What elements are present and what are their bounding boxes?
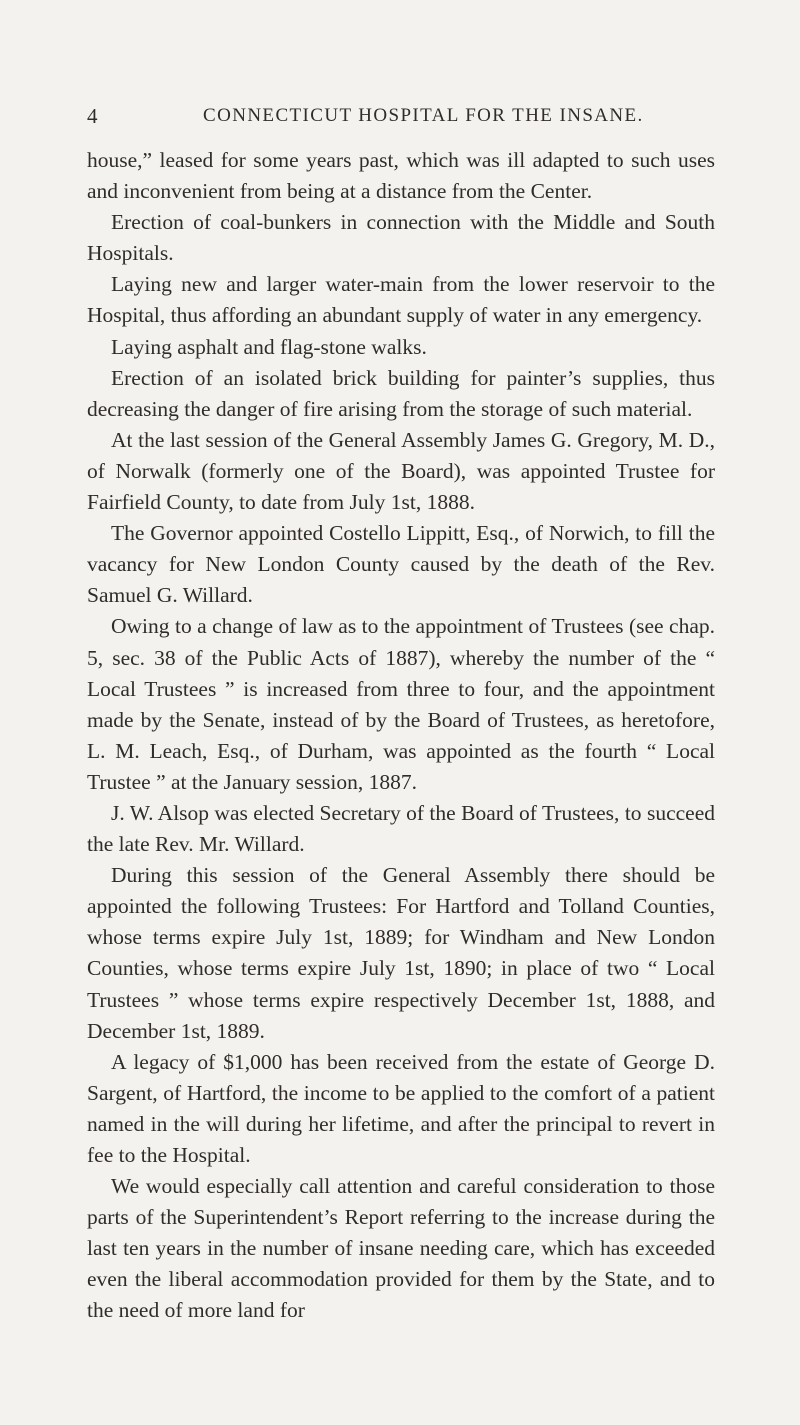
paragraph-legacy: A legacy of $1,000 has been received from the estate of George D. Sargent, of Hartford, the income to be applied to the comfort of a patient named in the will during her lifetime, and after the principal to revert in fee to the Hospital. (87, 1049, 715, 1167)
paragraph-walks: Laying asphalt and flag-stone walks. (111, 334, 427, 359)
paragraph-attention: We would especially call attention and careful consideration to those parts of the Superintendent’s Report referring to the increase during the last ten years in the number of insane needing care, which has exceeded even the liberal accommodation provided for them by the State, and to the need of more land for (87, 1174, 715, 1323)
body-text (87, 145, 715, 1327)
paragraph-gregory-appointment: At the last session of the General Assembly James G. Gregory, M. D., of Norwalk (formerly one of the Board), was appointed Trustee for Fairfield County, to date from July 1st, 1888. (87, 427, 715, 515)
paragraph-alsop-secretary: J. W. Alsop was elected Secretary of the Board of Trustees, to succeed the late Rev. Mr. Willard. (87, 800, 715, 857)
paragraph-coal-bunkers: Erection of coal-bunkers in connection with the Middle and South Hospitals. (87, 210, 715, 266)
paragraph-lippitt-appointment: The Governor appointed Costello Lippitt, Esq., of Norwich, to fill the vacancy for New London County caused by the death of the Rev. Samuel G. Willard. (87, 521, 715, 608)
page-number: 4 (87, 104, 98, 128)
paragraph-water-main: Laying new and larger water-main from the lower reservoir to the Hospital, thus affording an abundant supply of water in any emergency. (87, 272, 715, 328)
paragraph-painter-building: Erection of an isolated brick building for painter’s supplies, thus decreasing the danger of fire arising from the storage of such material. (87, 365, 715, 421)
running-head (87, 101, 643, 131)
running-title: CONNECTICUT HOSPITAL FOR THE INSANE. (203, 105, 644, 126)
paragraph-law-change: Owing to a change of law as to the appointment of Trustees (see chap. 5, sec. 38 of the Public Acts of 1887), whereby the number of the “ Local Trustees ” is increased from three to four, and the appointment made by the Senate, instead of by the Board of Trustees, as heretofore, L. M. Leach, Esq., of Durham, was appointed as the fourth “ Local Trustee ” at the January session, 1887. (87, 614, 715, 794)
paragraph-trustee-appointments: During this session of the General Assembly there should be appointed the following Trustees: For Hartford and Tolland Counties, whose terms expire July 1st, 1889; for Windham and New London Counties, whose terms expire July 1st, 1890; in place of two “ Local Trustees ” whose terms expire respectively December 1st, 1888, and December 1st, 1889. (87, 863, 715, 1043)
paragraph-continuation: house,” leased for some years past, which was ill adapted to such uses and inconvenient from being at a distance from the Center. (87, 148, 715, 204)
